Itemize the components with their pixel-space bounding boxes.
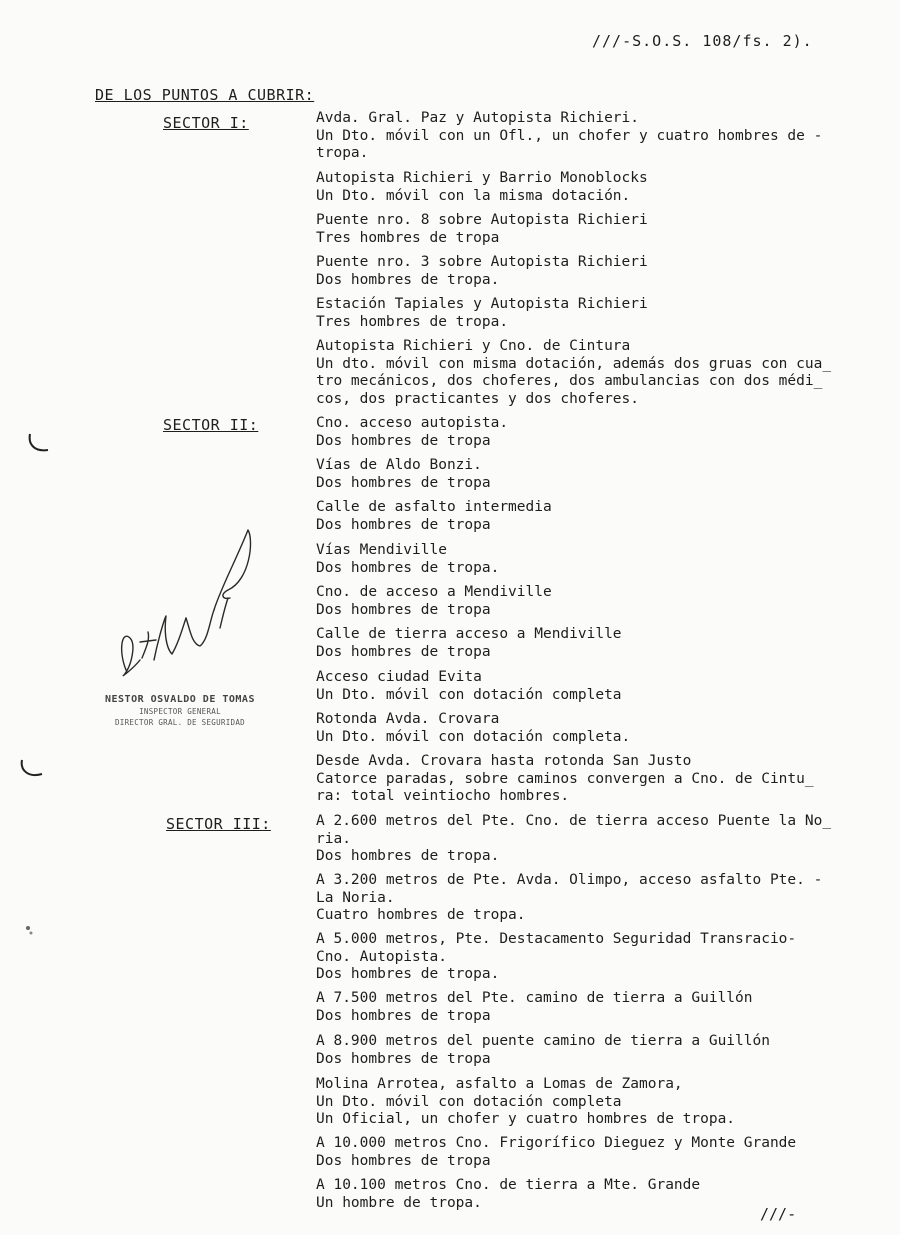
sector-1-entry-3: Puente nro. 8 sobre Autopista Richieri Tres hombres de tropa — [316, 212, 648, 246]
official-stamp — [80, 694, 280, 728]
sector-3-entry-8: A 10.100 metros Cno. de tierra a Mte. Grande Un hombre de tropa. — [316, 1177, 701, 1211]
stamp-name: NESTOR OSVALDO DE TOMAS — [105, 694, 255, 705]
sector-2-entry-8: Rotonda Avda. Crovara Un Dto. móvil con dotación completa. — [316, 711, 631, 745]
binder-hole-mark-top — [26, 430, 52, 456]
sector-2-entry-4: Vías Mendiville Dos hombres de tropa. — [316, 542, 500, 576]
sector-1-entry-6: Autopista Richieri y Cno. de Cintura Un dto. móvil con misma dotación, además dos gruas con cua_ tro mecánicos, dos choferes, dos ambulancias con dos médi_ cos, dos practicantes y dos choferes. — [316, 338, 832, 407]
sector-3-entry-4: A 7.500 metros del Pte. camino de tierra a Guillón Dos hombres de tropa — [316, 990, 753, 1024]
sector-label-1: SECTOR I: — [163, 114, 249, 132]
sector-3-entry-7: A 10.000 metros Cno. Frigorífico Dieguez y Monte Grande Dos hombres de tropa — [316, 1135, 797, 1169]
handwritten-signature — [110, 520, 270, 700]
sector-1-entry-2: Autopista Richieri y Barrio Monoblocks Un Dto. móvil con la misma dotación. — [316, 170, 648, 204]
speck-mark — [22, 922, 36, 940]
stamp-role-1: INSPECTOR GENERAL — [139, 707, 221, 716]
sector-label-3: SECTOR III: — [166, 815, 271, 833]
sector-2-entry-5: Cno. de acceso a Mendiville Dos hombres de tropa — [316, 584, 552, 618]
document-reference: ///-S.O.S. 108/fs. 2). — [592, 32, 813, 50]
sector-2-entry-2: Vías de Aldo Bonzi. Dos hombres de tropa — [316, 457, 491, 491]
sector-label-2: SECTOR II: — [163, 416, 259, 434]
sector-1-entry-4: Puente nro. 3 sobre Autopista Richieri Dos hombres de tropa. — [316, 254, 648, 288]
sector-3-entry-2: A 3.200 metros de Pte. Avda. Olimpo, acceso asfalto Pte. - La Noria. Cuatro hombres de tropa. — [316, 872, 823, 923]
sector-1-entry-1: Avda. Gral. Paz y Autopista Richieri. Un Dto. móvil con un Ofl., un chofer y cuatro hombres de - tropa. — [316, 110, 823, 161]
sector-2-entry-6: Calle de tierra acceso a Mendiville Dos hombres de tropa — [316, 626, 622, 660]
continuation-mark: ///- — [760, 1205, 797, 1223]
sector-3-entry-5: A 8.900 metros del puente camino de tierra a Guillón Dos hombres de tropa — [316, 1033, 770, 1067]
sector-3-entry-3: A 5.000 metros, Pte. Destacamento Seguridad Transracio- Cno. Autopista. Dos hombres de tropa. — [316, 931, 797, 982]
sector-2-entry-7: Acceso ciudad Evita Un Dto. móvil con dotación completa — [316, 669, 622, 703]
section-title: DE LOS PUNTOS A CUBRIR: — [95, 86, 315, 104]
sector-1-entry-5: Estación Tapiales y Autopista Richieri Tres hombres de tropa. — [316, 296, 648, 330]
binder-hole-mark-bottom — [18, 756, 46, 782]
sector-3-entry-6: Molina Arrotea, asfalto a Lomas de Zamora, Un Dto. móvil con dotación completa Un Oficial, un chofer y cuatro hombres de tropa. — [316, 1076, 736, 1127]
sector-2-entry-3: Calle de asfalto intermedia Dos hombres de tropa — [316, 499, 552, 533]
sector-2-entry-1: Cno. acceso autopista. Dos hombres de tropa — [316, 415, 509, 449]
stamp-role-2: DIRECTOR GRAL. DE SEGURIDAD — [114, 718, 245, 727]
sector-2-entry-9: Desde Avda. Crovara hasta rotonda San Justo Catorce paradas, sobre caminos convergen a Cno. de Cintu_ ra: total veintiocho hombres. — [316, 753, 814, 804]
sector-3-entry-1: A 2.600 metros del Pte. Cno. de tierra acceso Puente la No_ ria. Dos hombres de tropa. — [316, 813, 832, 864]
